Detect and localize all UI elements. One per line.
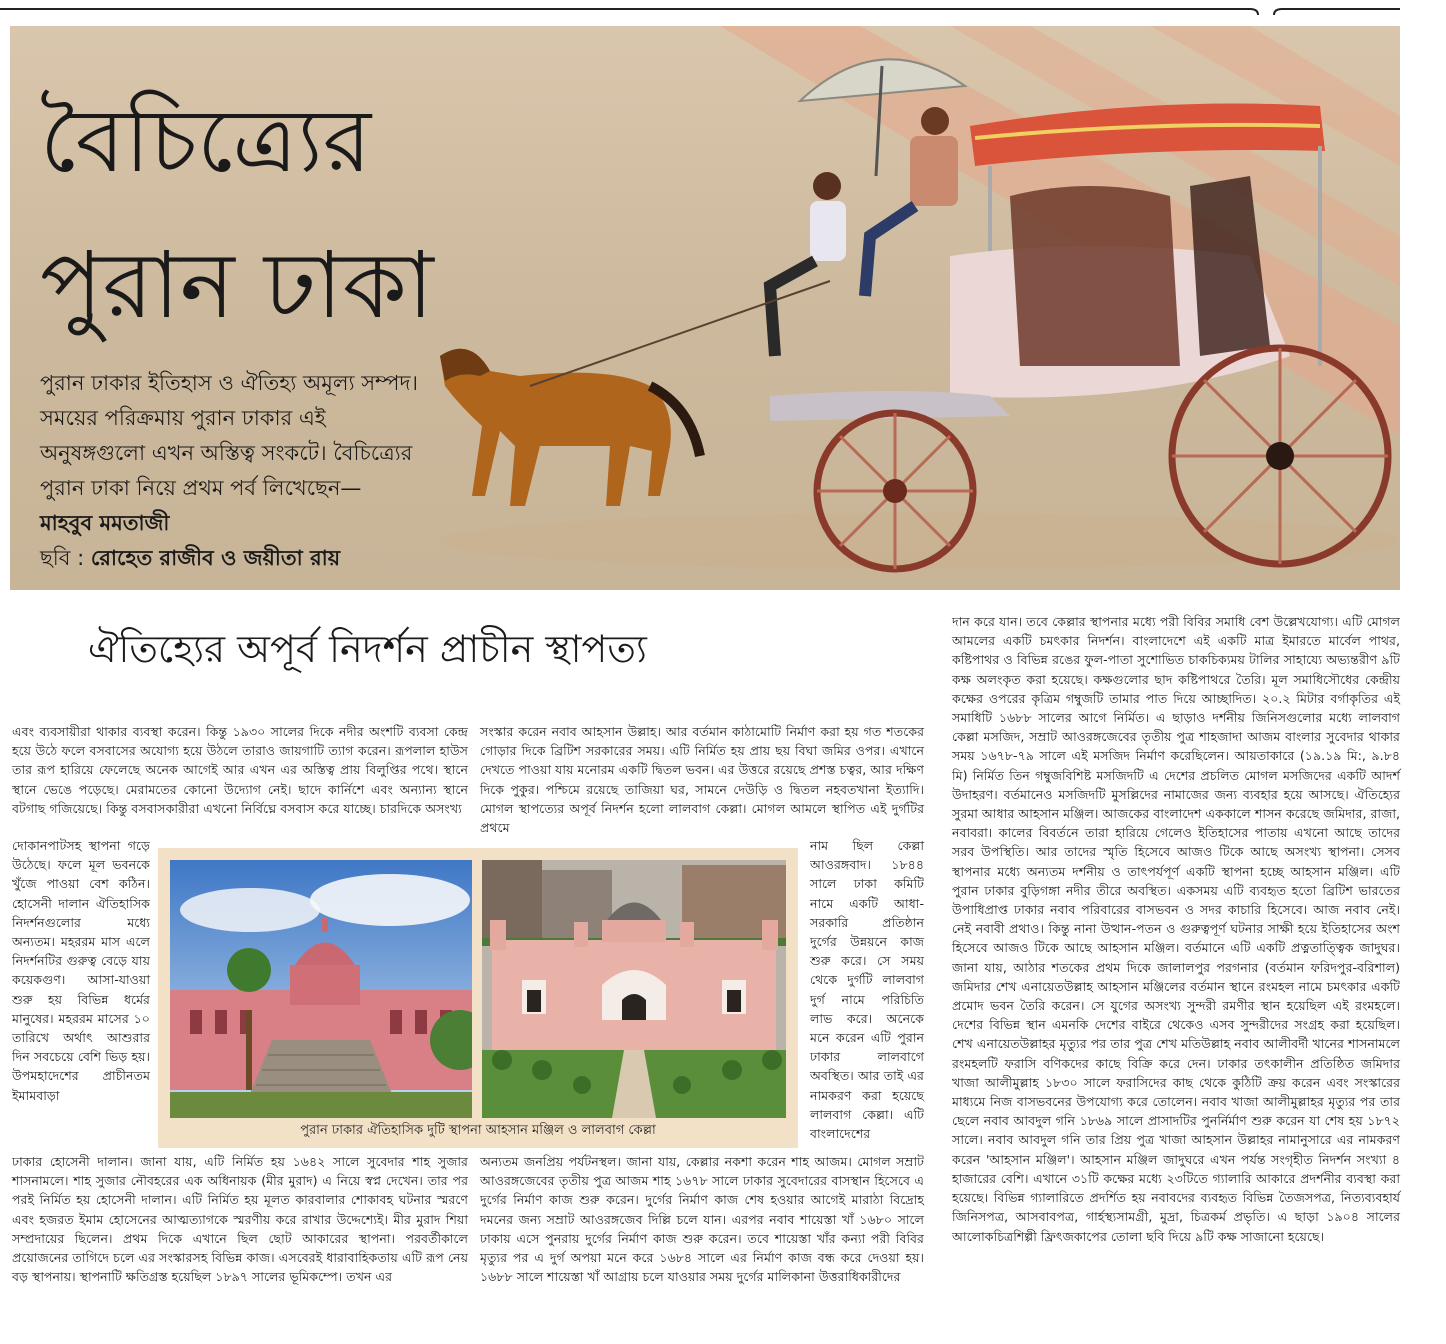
horse-carriage-illustration bbox=[390, 26, 1400, 590]
paragraph: সংস্কার করেন নবাব আহসান উল্লাহ। আর বর্তমান কাঠামোটি নির্মাণ করা হয় গত শতকের গোড়ার দিকে ব্রিটিশ সরকারের সময়। এটি নির্মিত হয় প্রায় ছয় বিঘা জমির ওপর। এখানে দেখতে পাওয়া যায় মনোরম একটি দ্বিতল ভবন। এর উত্তরে রয়েছে প্রশস্ত চত্বর, আর দক্ষিণ দিকে পুকুর। পশ্চিমে রয়েছে তাজিয়া ঘর, সামনে দেউড়ি ও দ্বিতল নহবতখানা ইত্যাদি। মোগল স্থাপত্যের অপূর্ব নিদর্শন হলো লালবাগ কেল্লা। মোগল আমলে স্থাপিত এই দুর্গটির প্রথমে bbox=[480, 724, 924, 836]
column-2-top bbox=[480, 722, 924, 837]
hero-title-line-1: বৈচিত্র্যের bbox=[40, 89, 372, 192]
paragraph: দান করে যান। তবে কেল্লার স্থাপনার মধ্যে পরী বিবির সমাধি বেশ উল্লেখযোগ্য। এটি মোগল আমলের একটি চমৎকার নিদর্শন। বাংলাদেশে এই একটি মাত্র ইমারতে মার্বেল পাথর, কষ্টিপাথর ও বিভিন্ন রঙের ফুল-পাতা সুশোভিত চাকচিক্যময় টালির সাহায্যে অভ্যন্তরীণ ৯টি কক্ষ অলংকৃত করা হয়েছে। কক্ষগুলোর ছাদ কষ্টিপাথরে তৈরি। মূল সমাধিসৌধের কেন্দ্রীয় কক্ষের ওপরের কৃত্রিম গম্বুজটি তামার পাত দিয়ে আচ্ছাদিত। ২০.২ মিটার বর্গাকৃতির এই সমাধিটি ১৬৮৮ সালের আগে নির্মিত। এ ছাড়াও দর্শনীয় জিনিসগুলোর মধ্যে লালবাগ কেল্লা মসজিদ, সম্রাট আওরঙ্গজেবের তৃতীয় পুত্র শাহজাদা আজম বাংলার সুবেদার থাকার সময় ১৬৭৮-৭৯ সালে এই মসজিদ নির্মাণ করেছিলেন। আয়তাকারে (১৯.১৯ মি:, ৯.৮৪ মি) নির্মিত তিন গম্বুজবিশিষ্ট মসজিদটি এ দেশের প্রচলিত মোগল মসজিদের একটি আদর্শ উদাহরণ। বর্তমানেও মসজিদটি মুসল্লিদের নামাজের জন্য ব্যবহার হয়ে আসছে। ঐতিহ্যের সুরমা আধার আহসান মঞ্জিল। আজকের বাংলাদেশ এককালে শাসন করেছে জমিদার, রাজা, নবাবরা। কালের বিবর্তনে তারা হারিয়ে গেলেও ইতিহাসের পাতায় এখনো আছে তাদের সরব উপস্থিতি। আর তাদের স্মৃতি হিসেবে আজও টিকে আছে অসংখ্য স্থাপনা। সেসব স্থাপনার মধ্যে অন্যতম দর্শনীয় ও তাৎপর্যপূর্ণ একটি স্থাপনা হচ্ছে আহসান মঞ্জিল। এটি পুরান ঢাকার বুড়িগঙ্গা নদীর তীরে অবস্থিত। একসময় এটি ব্যবহৃত হতো ব্রিটিশ ভারতের উপাধিপ্রাপ্ত ঢাকার নবাব পরিবারের বাসভবন ও সদর কাচারি হিসেবে। আজ নবাব নেই। নেই নবাবী প্রথাও। কিন্তু নানা উত্থান-পতন ও গুরুত্বপূর্ণ ঘটনার সাক্ষী হয়ে ইতিহাসের অংশ হিসেবে আজও টিকে আছে আহসান মঞ্জিল। বর্তমানে এটি একটি প্রত্নতাত্ত্বিক জাদুঘর। জানা যায়, আঠার শতকের প্রথম দিকে জালালপুর পরগনার (বর্তমান ফরিদপুর-বরিশাল) জমিদার শেখ এনায়েতউল্লাহ আহসান মঞ্জিলের বর্তমান স্থানে রংমহল নামে চমৎকার একটি প্রমোদ ভবন তৈরি করেন। সে যুগের অসংখ্য সুন্দরী রমণীর স্থান হয়েছিল এই রংমহলে। দেশের বিভিন্ন স্থান এমনকি দেশের বাইরে থেকেও এসব সুন্দরীদের সংগ্রহ করা হয়েছিল। শেখ এনায়েতউল্লাহর মৃত্যুর পর তার পুত্র শেখ মতিউল্লাহ নবাব আলীবর্দী খানের শাসনামলে রংমহলটি ফরাসি বণিকদের কাছে বিক্রি করে দেন। ঢাকার তৎকালীন প্রতিষ্ঠিত জমিদার খাজা আলীমুল্লাহ ১৮৩০ সালে ফরাসিদের কাছ থেকে কুঠিটি ক্রয় করেন এবং সংস্কারের মাধ্যমে নিজ বাসভবনের উপযোগ্য করে তোলেন। নবাব খাজা আলীমুল্লাহর মৃত্যুর পর তার ছেলে নবাব আবদুল গনি ১৮৬৯ সালে প্রাসাদটির পুনর্নির্মাণ শুরু করেন যা শেষ হয় ১৮৭২ সালে। নবাব আবদুল গনি তার প্রিয় পুত্র খাজা আহসান উল্লাহর নামানুসারে এর নামকরণ করেন 'আহসান মঞ্জিল'। আহসান মঞ্জিল জাদুঘরে এখন পর্যন্ত সংগৃহীত নিদর্শন সংখ্যা ৪ হাজারের বেশি। এখানে ৩১টি কক্ষের মধ্যে ২৩টিতে গ্যালারি আকারে প্রদর্শনীর ব্যবস্থা করা হয়েছে। বিভিন্ন গ্যালারিতে প্রদর্শিত হয় নবাবদের ব্যবহৃত বিভিন্ন তৈজসপত্র, নিত্যব্যবহার্য জিনিসপত্র, আসবাবপত্র, গার্হস্থ্যসামগ্রী, মুদ্রা, চিত্রকর্ম প্রভৃতি। এ ছাড়া ১৯০৪ সালের আলোকচিত্রশিল্পী ফ্রিৎজকাপের তোলা ছবি দিয়ে ৯টি কক্ষ সাজানো হয়েছে। bbox=[952, 614, 1400, 1244]
article-headline: ঐতিহ্যের অপূর্ব নিদর্শন প্রাচীন স্থাপত্য bbox=[88, 627, 647, 671]
lalbagh-fort-photo bbox=[482, 860, 786, 1118]
column-3 bbox=[952, 612, 1400, 1246]
column-1-narrow bbox=[12, 836, 150, 1105]
paragraph: অন্যতম জনপ্রিয় পর্যটনস্থল। জানা যায়, কেল্লার নকশা করেন শাহ আজম। মোগল সম্রাট আওরঙ্গজেবের তৃতীয় পুত্র আজম শাহ ১৬৭৮ সালে ঢাকার সুবেদারের বাসস্থান হিসেবে এ দুর্গের নির্মাণ কাজ শুরু করেন। দুর্গের নির্মাণ কাজ শেষ হওয়ার আগেই মারাঠা বিদ্রোহ দমনের জন্য সম্রাট আওরঙ্গজেব দিল্লি চলে যান। এরপর নবাব শায়েস্তা খাঁ ১৬৮০ সালে ঢাকায় এসে পুনরায় দুর্গের নির্মাণ কাজ শুরু করেন। তবে শায়েস্তা খাঁর কন্যা পরী বিবির মৃত্যুর পর এ দুর্গ অপয়া মনে করে ১৬৮৪ সালে এর নির্মাণ কাজ বন্ধ করে দেওয়া হয়। ১৬৮৮ সালে শায়েস্তা খাঁ আগ্রায় চলে যাওয়ার সময় দুর্গের মালিকানা উত্তরাধিকারীদের bbox=[480, 1154, 924, 1285]
column-2-narrow bbox=[810, 836, 924, 1143]
column-1-top bbox=[12, 722, 468, 818]
hero-banner bbox=[10, 26, 1400, 590]
column-2-bottom bbox=[480, 1152, 924, 1286]
photo-panel bbox=[158, 848, 798, 1148]
column-1-bottom bbox=[12, 1152, 468, 1286]
paragraph: ঢাকার হোসেনী দালান। জানা যায়, এটি নির্মিত হয় ১৬৪২ সালে সুবেদার শাহ সুজার শাসনামলে। শাহ সুজার নৌবহরের এক অধিনায়ক (মীর মুরাদ) এ নিয়ে স্বপ্ন দেখেন। তার পর পরই নির্মিত হয় হোসেনী দালান। এটি নির্মিত হয় মূলত কারবালার শোকাবহ ঘটনার স্মরণে এবং হজরত ইমাম হোসেনের আত্মত্যাগকে স্মরণীয় করে রাখার উদ্দেশ্যেই। মীর মুরাদ শিয়া সম্প্রদায়ের ছিলেন। প্রথম দিকে এখানে ছিল ছোট আকারের স্থাপনা। পরবর্তীকালে প্রয়োজনের তাগিদে চলে এর সংস্কারসহ বিভিন্ন কাজ। এসবেরই ধারাবাহিকতায় এটি রূপ নেয় বড় স্থাপনায়। স্থাপনাটি ক্ষতিগ্রস্ত হয়েছিল ১৮৯৭ সালের ভূমিকম্পে। তখন এর bbox=[12, 1154, 468, 1285]
ahsan-manzil-photo bbox=[170, 860, 472, 1118]
intro-text: পুরান ঢাকার ইতিহাস ও ঐতিহ্য অমূল্য সম্পদ। সময়ের পরিক্রমায় পুরান ঢাকার এই অনুষঙ্গগুলো এখন অস্তিত্ব সংকটে। বৈচিত্র্যের পুরান ঢাকা নিয়ে প্রথম পর্ব লিখেছেন— bbox=[40, 371, 419, 500]
author-name: মাহবুব মমতাজী bbox=[40, 511, 170, 535]
paragraph: নাম ছিল কেল্লা আওরঙ্গবাদ। ১৮৪৪ সালে ঢাকা কমিটি নামে একটি আধা-সরকারি প্রতিষ্ঠান দুর্গের উন্নয়নে কাজ শুরু করে। সে সময় থেকে দুর্গটি লালবাগ দুর্গ নামে পরিচিতি লাভ করে। অনেকে মনে করেন এটি পুরান ঢাকার লালবাগে অবস্থিত। আর তাই এর নামকরণ করা হয়েছে লালবাগ কেল্লা। এটি বাংলাদেশের bbox=[810, 838, 924, 1142]
intro-paragraph bbox=[40, 366, 420, 576]
hero-title-line-2: পুরান ঢাকা bbox=[40, 232, 434, 339]
page-top-border bbox=[0, 0, 1446, 8]
paragraph: দোকানপাটসহ স্থাপনা গড়ে উঠেছে। ফলে মূল ভবনকে খুঁজে পাওয়া বেশ কঠিন। হোসেনী দালান ঐতিহাসিক নিদর্শনগুলোর মধ্যে অন্যতম। মহররম মাস এলে নিদর্শনটির গুরুত্ব বেড়ে যায় কয়েকগুণ। আসা-যাওয়া শুরু হয় বিভিন্ন ধর্মের মানুষের। মহররম মাসের ১০ তারিখে অর্থাৎ আশুরার দিন সবচেয়ে বেশি ভিড় হয়। উপমহাদেশের প্রাচীনতম ইমামবাড়া bbox=[12, 838, 150, 1103]
paragraph: এবং ব্যবসায়ীরা থাকার ব্যবস্থা করেন। কিন্তু ১৯৩০ সালের দিকে নদীর অংশটি ব্যবসা কেন্দ্র হয়ে উঠে ফলে বসবাসের অযোগ্য হয়ে উঠলে তারাও জায়গাটি ত্যাগ করেন। রূপলাল হাউস তার রূপ হারিয়ে ফেলেছে অনেক আগেই আর এখন এর অস্তিত্ব প্রায় বিলুপ্তির পথে। স্থানে স্থানে ভেঙে পড়েছে। মেরামতের কোনো উদ্যোগ নেই। ছাদে কার্নিশে এবং অন্যান্য স্থানে বটগাছ গজিয়েছে। কিন্তু বসবাসকারীরা এখনো নির্বিঘ্নে বসবাস করে যাচ্ছে। চারদিকে অসংখ্য bbox=[12, 724, 468, 816]
photo-credit-label: ছবি : bbox=[40, 546, 85, 570]
photo-caption: পুরান ঢাকার ঐতিহাসিক দুটি স্থাপনা আহসান মঞ্জিল ও লালবাগ কেল্লা bbox=[300, 1123, 656, 1138]
photo-credit: রোহেত রাজীব ও জয়ীতা রায় bbox=[90, 546, 341, 570]
